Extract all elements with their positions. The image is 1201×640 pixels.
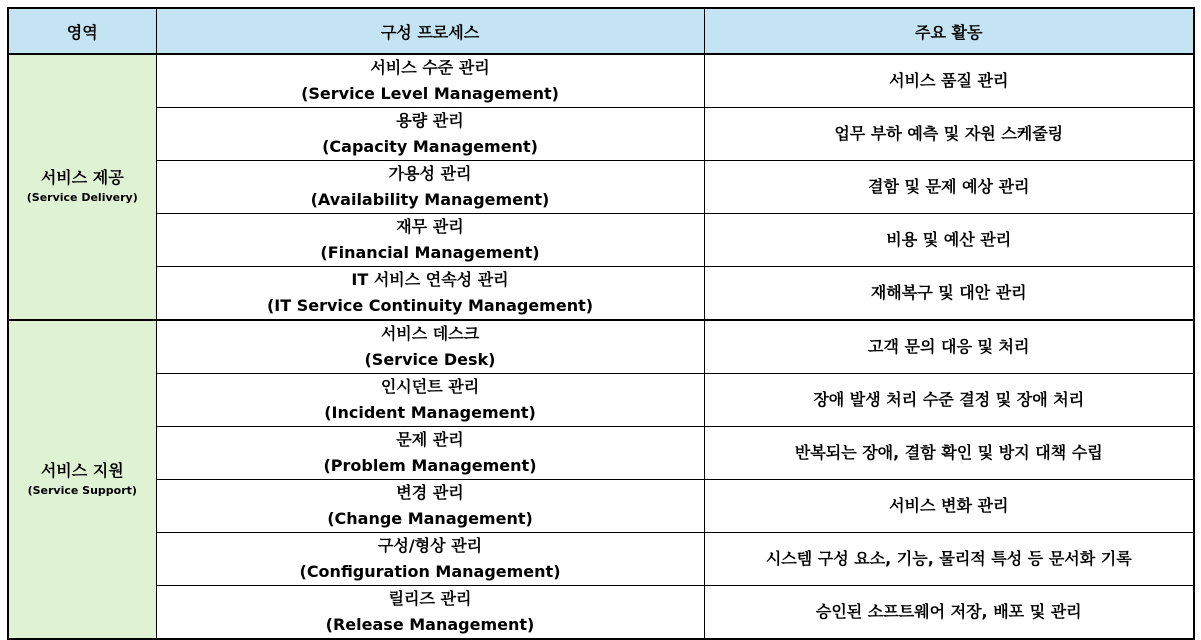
process-cell [156, 480, 704, 533]
process-name-en: (Capacity Management) [322, 137, 538, 156]
activity-cell: 결함 및 문제 예상 관리 [704, 161, 1194, 214]
header-row [8, 8, 1194, 54]
process-name-en: (Configuration Management) [299, 562, 561, 581]
activity-cell: 재해복구 및 대안 관리 [704, 267, 1194, 321]
process-name-en: (Service Level Management) [301, 84, 559, 103]
activity-cell: 서비스 변화 관리 [704, 480, 1194, 533]
table-row [8, 267, 1194, 321]
header-process: 구성 프로세스 [156, 8, 704, 54]
process-cell [156, 320, 704, 374]
area-cell [8, 54, 156, 320]
header-activity: 주요 활동 [704, 8, 1194, 54]
process-name-en: (Availability Management) [310, 190, 550, 209]
process-name: 구성/형상 관리 [377, 536, 483, 555]
process-name: 인시던트 관리 [380, 377, 480, 396]
itil-process-table [7, 7, 1195, 640]
table-row [8, 214, 1194, 267]
table-row [8, 161, 1194, 214]
process-cell [156, 267, 704, 321]
table-row [8, 480, 1194, 533]
table-row [8, 54, 1194, 108]
process-cell [156, 161, 704, 214]
process-cell [156, 427, 704, 480]
table-row [8, 586, 1194, 640]
area-label: 서비스 제공 [40, 168, 124, 187]
area-label-en: (Service Support) [27, 483, 137, 497]
process-name: 서비스 수준 관리 [370, 58, 490, 77]
area-cell [8, 320, 156, 639]
process-name-en: (Financial Management) [320, 243, 540, 262]
activity-cell: 고객 문의 대응 및 처리 [704, 320, 1194, 374]
process-name: 용량 관리 [396, 111, 464, 130]
process-name-en: (Incident Management) [324, 403, 536, 422]
activity-cell: 승인된 소프트웨어 저장, 배포 및 관리 [704, 586, 1194, 640]
table-row [8, 533, 1194, 586]
process-name: 변경 관리 [396, 483, 464, 502]
process-cell [156, 214, 704, 267]
process-name-en: (Release Management) [325, 615, 535, 634]
table-body [8, 54, 1194, 639]
process-cell [156, 586, 704, 640]
area-label-en: (Service Delivery) [26, 191, 138, 204]
process-cell [156, 108, 704, 161]
header-area: 영역 [8, 8, 156, 54]
activity-cell: 장애 발생 처리 수준 결정 및 장애 처리 [704, 374, 1194, 427]
table-row [8, 320, 1194, 374]
process-cell [156, 374, 704, 427]
process-name-en: (Problem Management) [323, 456, 537, 475]
process-name: 가용성 관리 [388, 164, 472, 183]
activity-cell: 서비스 품질 관리 [704, 54, 1194, 108]
table-row [8, 427, 1194, 480]
area-label: 서비스 지원 [40, 460, 124, 480]
process-name: IT 서비스 연속성 관리 [351, 270, 509, 289]
process-name: 재무 관리 [396, 217, 464, 236]
activity-cell: 비용 및 예산 관리 [704, 214, 1194, 267]
process-name: 서비스 데스크 [380, 324, 480, 343]
process-cell [156, 54, 704, 108]
table-row [8, 108, 1194, 161]
process-name: 릴리즈 관리 [388, 589, 472, 608]
process-name-en: (Service Desk) [364, 350, 496, 369]
process-name: 문제 관리 [396, 430, 464, 449]
activity-cell: 시스템 구성 요소, 기능, 물리적 특성 등 문서화 기록 [704, 533, 1194, 586]
process-name-en: (IT Service Continuity Management) [266, 296, 594, 315]
activity-cell: 반복되는 장애, 결함 확인 및 방지 대책 수립 [704, 427, 1194, 480]
process-name-en: (Change Management) [327, 509, 533, 528]
activity-cell: 업무 부하 예측 및 자원 스케줄링 [704, 108, 1194, 161]
process-cell [156, 533, 704, 586]
table-row [8, 374, 1194, 427]
